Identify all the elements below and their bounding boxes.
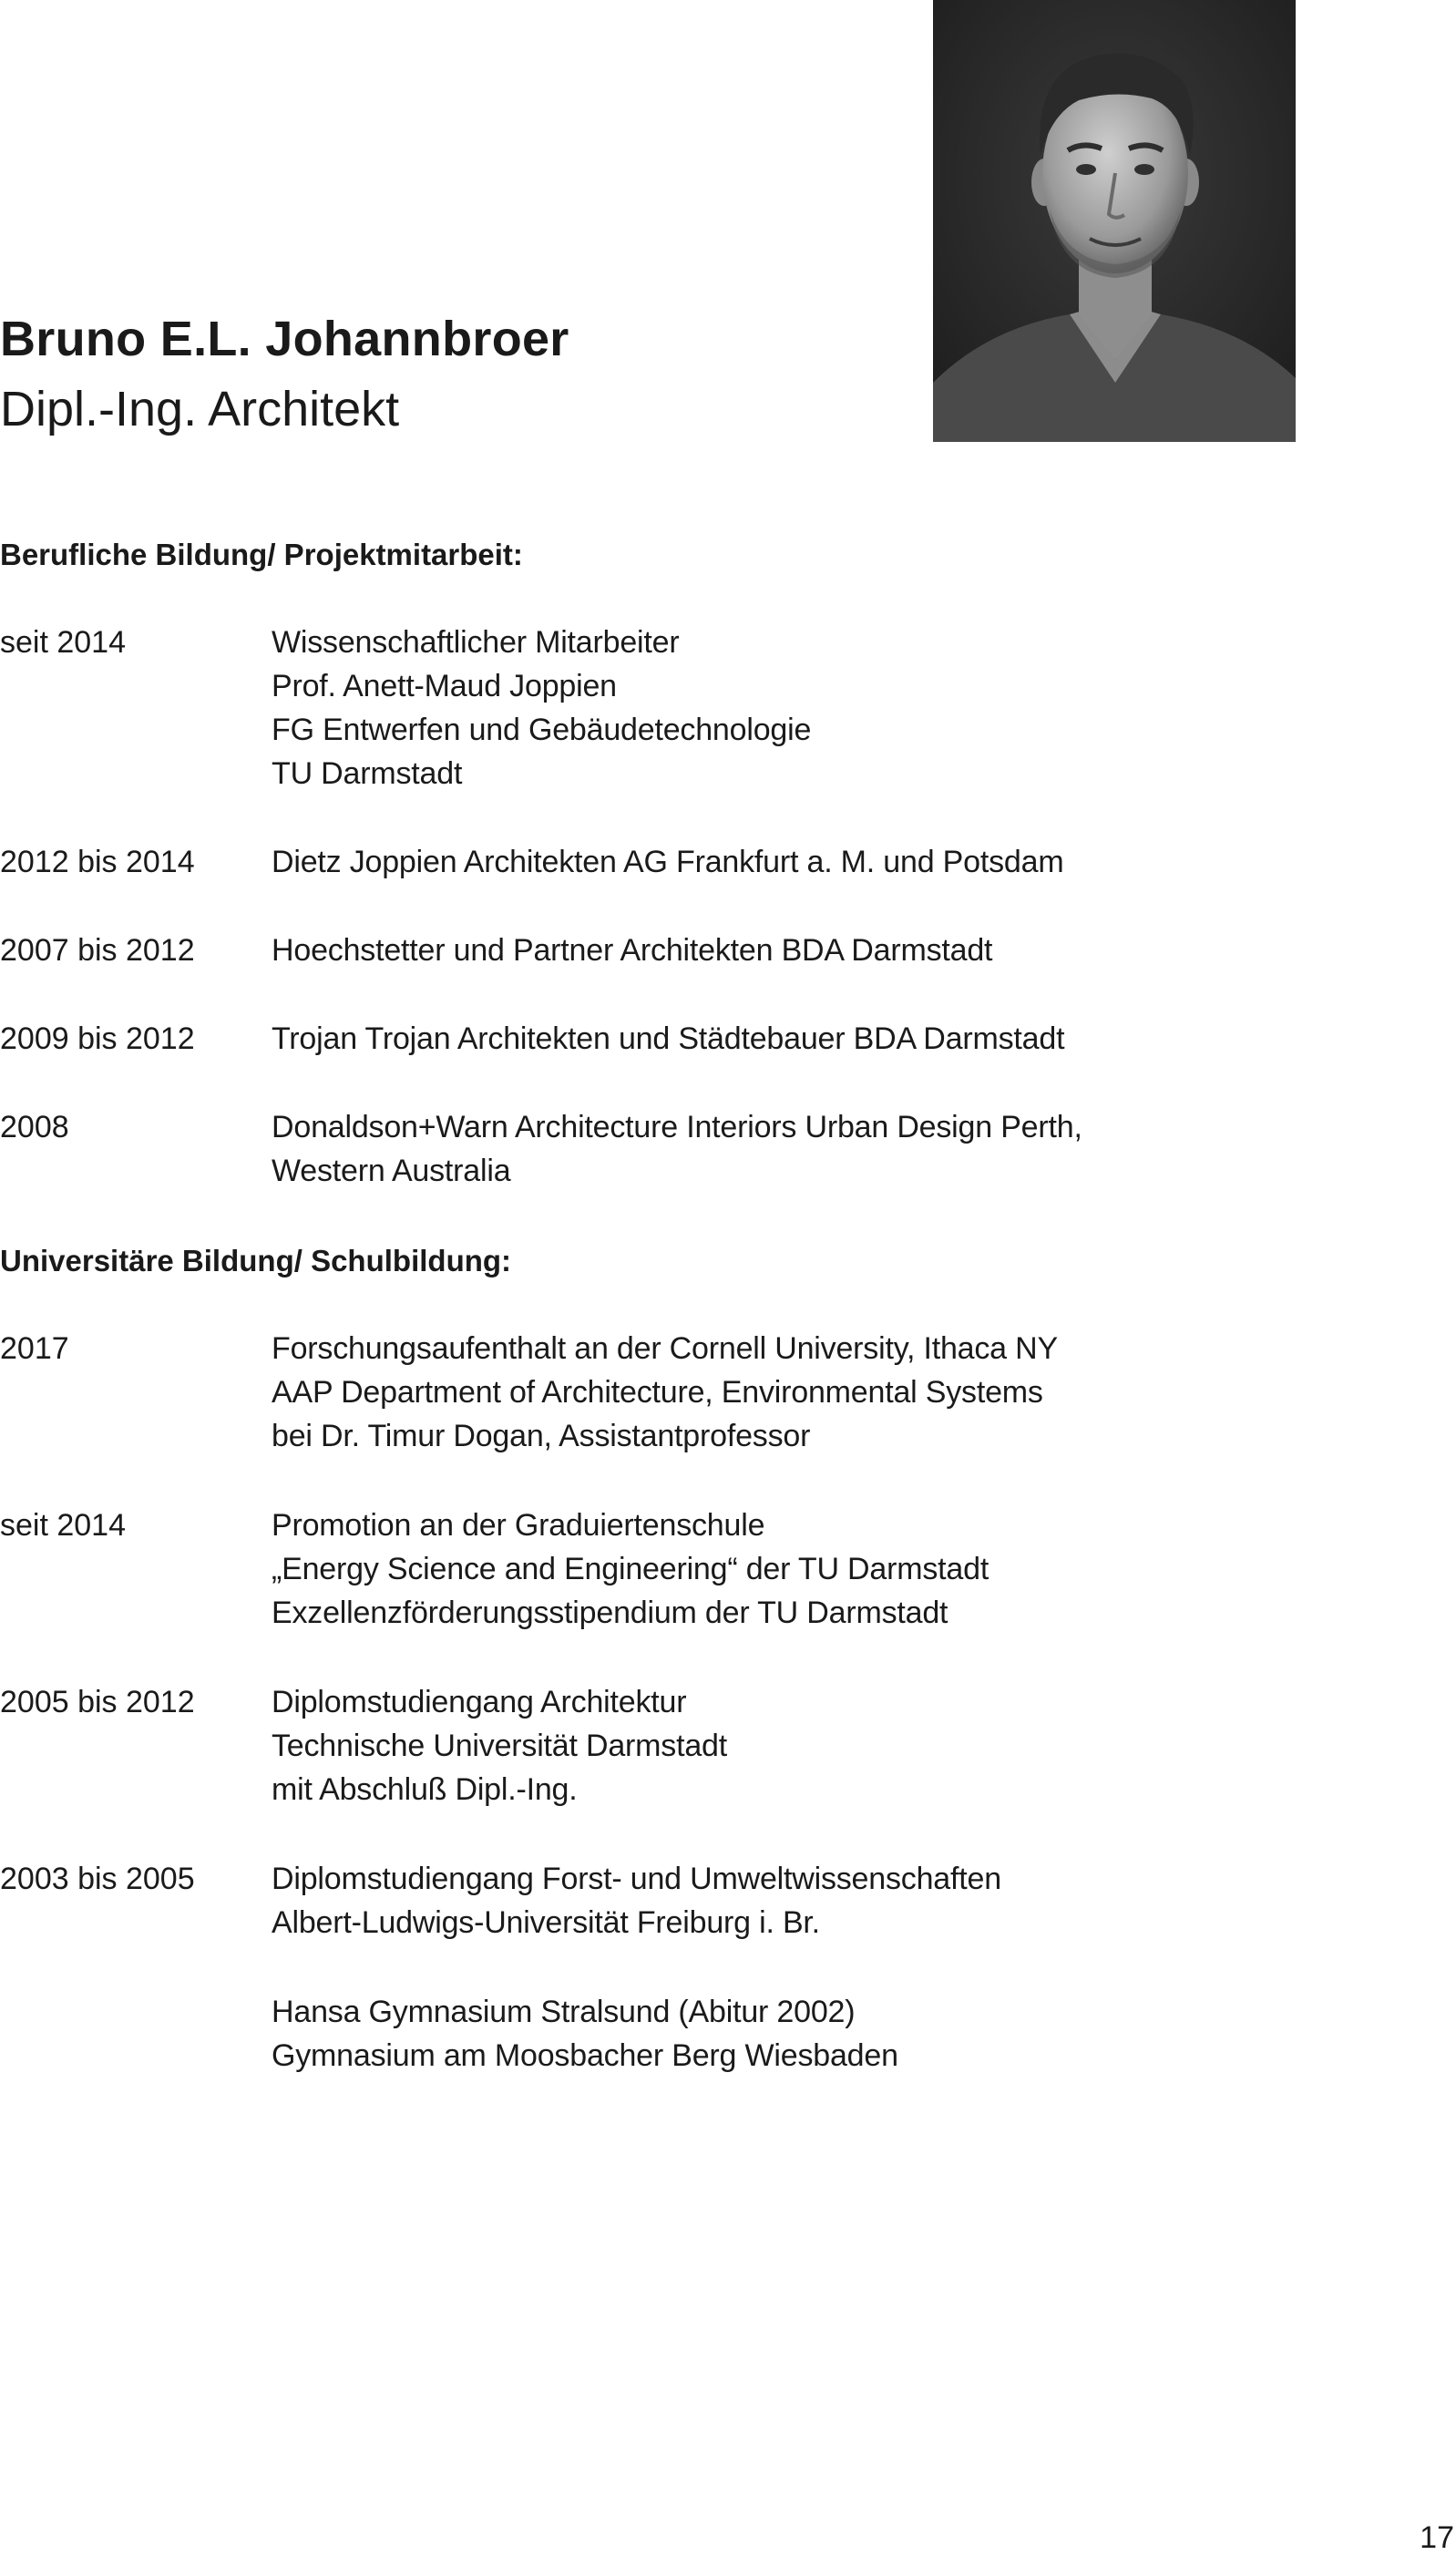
entry-date: 2005 bis 2012: [0, 1685, 195, 1719]
entry-details: [272, 1680, 727, 1811]
entry-line: FG Entwerfen und Gebäudetechnologie: [272, 713, 812, 747]
entry-date: 2017: [0, 1331, 69, 1366]
entry-details: [272, 1990, 898, 2078]
entry-line: Donaldson+Warn Architecture Interiors Urban Design Perth,: [272, 1110, 1082, 1144]
entry-line: Trojan Trojan Architekten und Städtebauer BDA Darmstadt: [272, 1021, 1065, 1056]
entry-date: 2007 bis 2012: [0, 933, 195, 968]
entry-line: Promotion an der Graduiertenschule: [272, 1508, 765, 1543]
entry-details: [272, 929, 992, 972]
entry-line: Gymnasium am Moosbacher Berg Wiesbaden: [272, 2038, 898, 2073]
section-heading-professional: Berufliche Bildung/ Projektmitarbeit:: [0, 538, 523, 571]
entry-line: Diplomstudiengang Forst- und Umweltwissenschaften: [272, 1862, 1001, 1896]
entry-details: [272, 840, 1063, 884]
entry-line: Forschungsaufenthalt an der Cornell University, Ithaca NY: [272, 1331, 1058, 1366]
entry-line: Albert-Ludwigs-Universität Freiburg i. Br.: [272, 1905, 820, 1940]
entry-line: Western Australia: [272, 1154, 511, 1188]
entry-line: Exzellenzförderungsstipendium der TU Darmstadt: [272, 1596, 948, 1630]
entry-details: [272, 621, 811, 795]
person-title: Dipl.-Ing. Architekt: [0, 382, 400, 436]
entry-date: 2012 bis 2014: [0, 845, 195, 879]
entry-line: „Energy Science and Engineering“ der TU Darmstadt: [272, 1552, 989, 1586]
person-name: Bruno E.L. Johannbroer: [0, 312, 569, 366]
entry-date: seit 2014: [0, 625, 126, 660]
portrait-photo: [933, 0, 1296, 442]
entry-details: [272, 1327, 1058, 1458]
section-heading-education: Universitäre Bildung/ Schulbildung:: [0, 1244, 512, 1278]
entry-date: 2003 bis 2005: [0, 1862, 195, 1896]
entry-line: bei Dr. Timur Dogan, Assistantprofessor: [272, 1419, 811, 1453]
entry-line: Hansa Gymnasium Stralsund (Abitur 2002): [272, 1995, 856, 2029]
entry-line: Dietz Joppien Architekten AG Frankfurt a. M. und Potsdam: [272, 845, 1064, 879]
entry-date: seit 2014: [0, 1508, 126, 1543]
entry-line: mit Abschluß Dipl.-Ing.: [272, 1772, 578, 1807]
entry-details: [272, 1503, 989, 1635]
entry-line: Prof. Anett-Maud Joppien: [272, 669, 617, 703]
entry-details: [272, 1017, 1064, 1061]
entry-line: Wissenschaftlicher Mitarbeiter: [272, 625, 680, 660]
entry-date: 2008: [0, 1110, 69, 1144]
entry-line: AAP Department of Architecture, Environmental Systems: [272, 1375, 1043, 1410]
entry-details: [272, 1857, 1001, 1944]
entry-line: Diplomstudiengang Architektur: [272, 1685, 687, 1719]
portrait-illustration: [933, 0, 1296, 442]
page-number: 17: [1420, 2520, 1454, 2555]
entry-line: Hoechstetter und Partner Architekten BDA Darmstadt: [272, 933, 993, 968]
entry-details: [272, 1105, 1082, 1193]
entry-date: 2009 bis 2012: [0, 1021, 195, 1056]
entry-line: Technische Universität Darmstadt: [272, 1729, 728, 1763]
entry-line: TU Darmstadt: [272, 756, 463, 791]
